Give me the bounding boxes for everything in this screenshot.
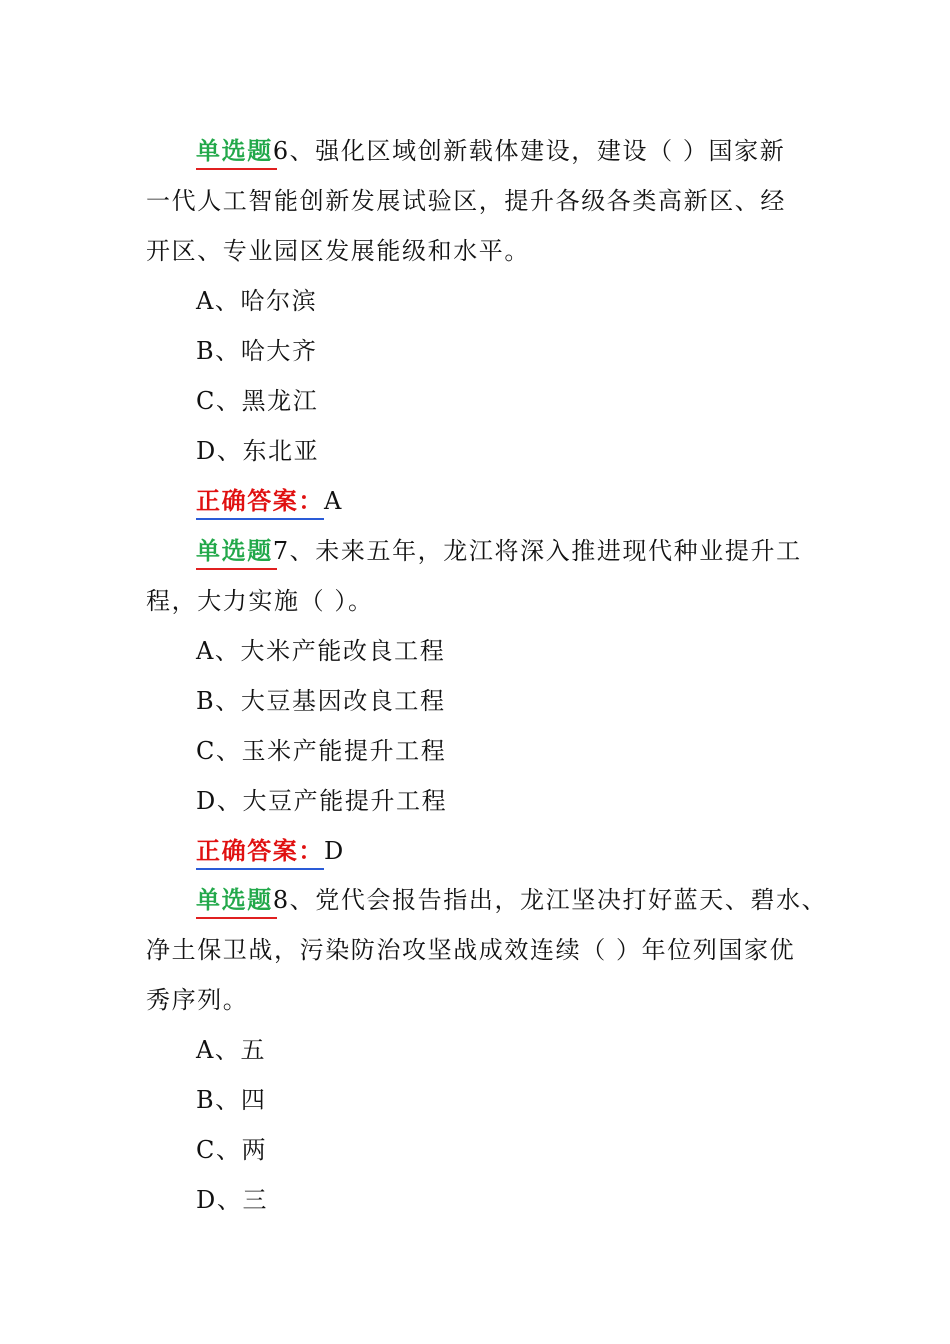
question-6-text-2: 一代人工智能创新发展试验区，提升各级各类高新区、经 (146, 187, 786, 215)
question-7-option-a: A、大米产能改良工程 (196, 637, 446, 665)
question-6-line-1 (196, 136, 785, 166)
question-6-option-c: C、黑龙江 (196, 387, 319, 415)
answer-value: D (324, 837, 345, 865)
question-8-line-1 (196, 885, 827, 915)
question-7-text-1: 7、未来五年，龙江将深入推进现代种业提升工 (272, 537, 802, 565)
question-8-text-2: 净土保卫战，污染防治攻坚战成效连续（ ）年位列国家优 (146, 936, 796, 964)
question-7-line-1 (196, 536, 802, 566)
question-8-option-a: A、五 (196, 1036, 267, 1064)
question-8-text-3: 秀序列。 (146, 986, 249, 1014)
question-8-option-d: D、三 (196, 1186, 269, 1214)
question-6-text-3: 开区、专业园区发展能级和水平。 (146, 237, 530, 265)
question-7-option-d: D、大豆产能提升工程 (196, 787, 448, 815)
question-6-option-d: D、东北亚 (196, 437, 320, 465)
question-8-option-c: C、两 (196, 1136, 268, 1164)
question-6-text-1: 6、强化区域创新载体建设，建设（ ）国家新 (272, 137, 786, 165)
question-type-label: 单选题 (196, 136, 273, 165)
question-type-label: 单选题 (196, 885, 273, 914)
question-7-text-2: 程，大力实施（ ）。 (146, 587, 374, 615)
question-8-text-1: 8、党代会报告指出，龙江坚决打好蓝天、碧水、 (272, 886, 828, 914)
question-6-answer (196, 486, 343, 516)
question-8-option-b: B、四 (196, 1086, 267, 1114)
question-6-option-b: B、哈大齐 (196, 337, 318, 365)
question-type-label: 单选题 (196, 536, 273, 565)
question-7-option-b: B、大豆基因改良工程 (196, 687, 446, 715)
answer-label: 正确答案： (196, 836, 324, 865)
question-6-option-a: A、哈尔滨 (196, 287, 318, 315)
question-7-option-c: C、玉米产能提升工程 (196, 737, 447, 765)
answer-value: A (324, 487, 343, 515)
answer-label: 正确答案： (196, 486, 324, 515)
question-7-answer (196, 836, 345, 866)
